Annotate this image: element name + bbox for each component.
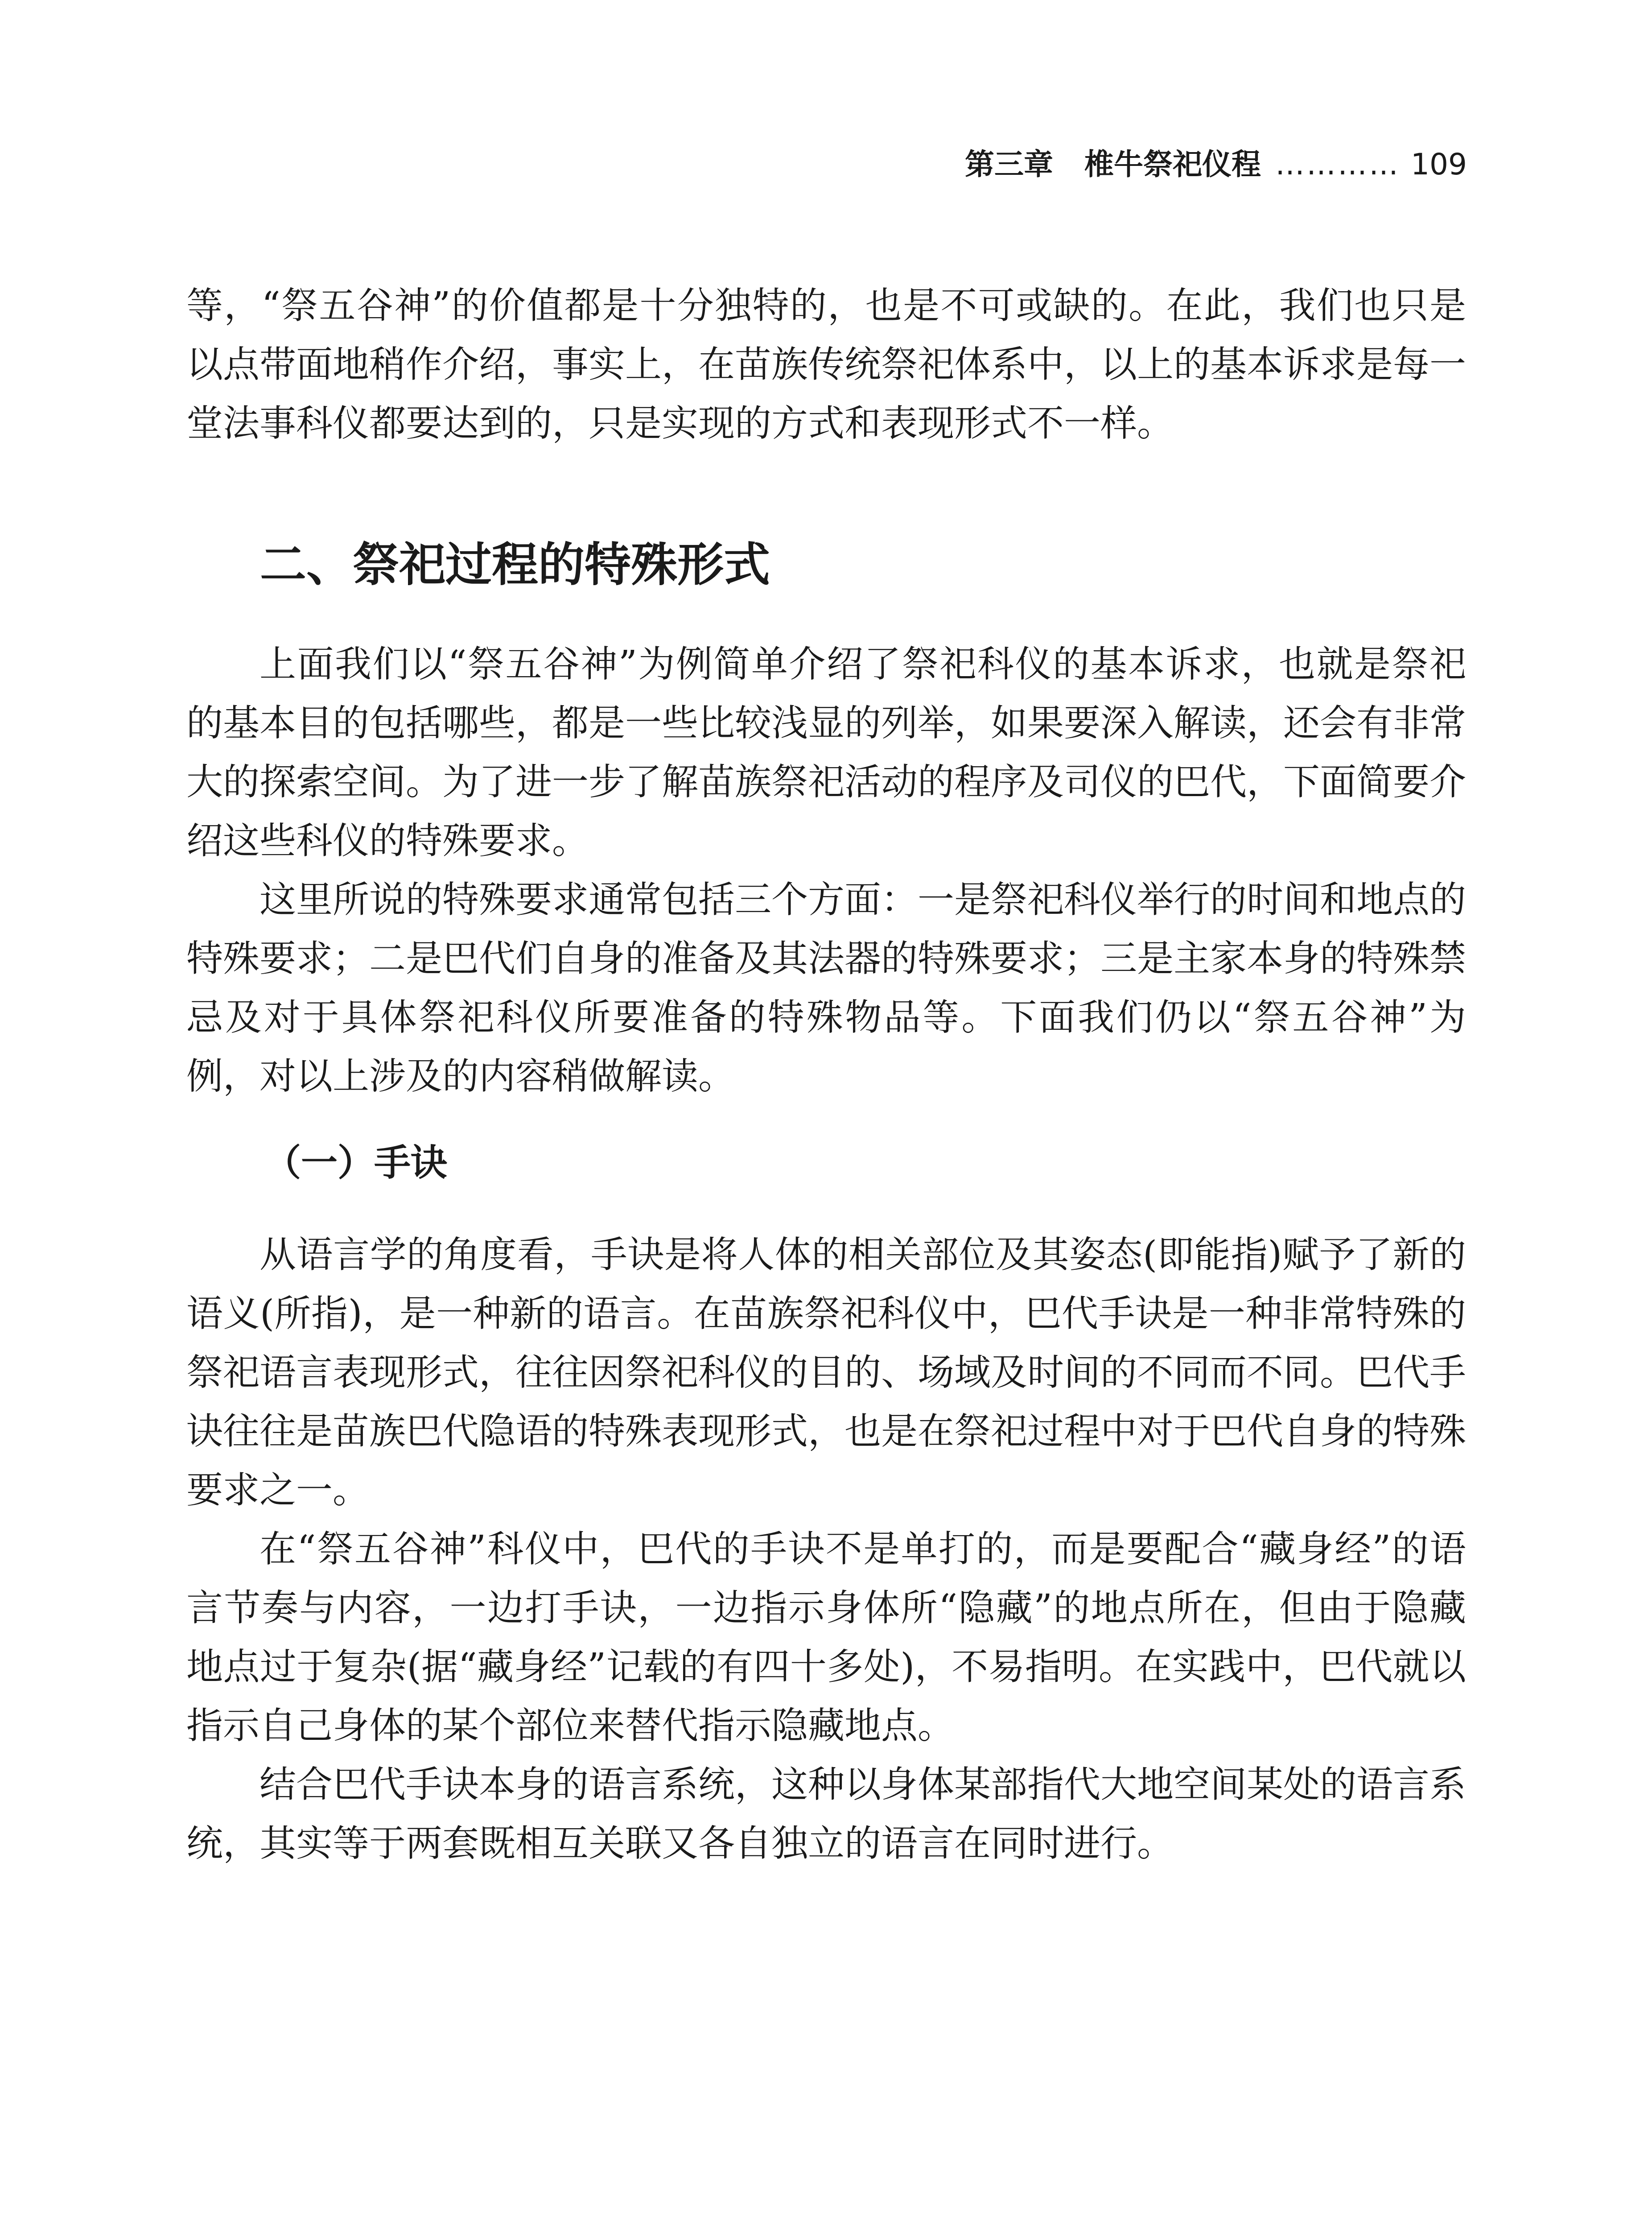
running-header [965,147,1467,182]
subsection-heading: （一）手诀 [264,1142,448,1184]
section-title: 椎牛祭祀仪程 [1084,147,1261,182]
paragraph: 上面我们以“祭五谷神”为例简单介绍了祭祀科仪的基本诉求，也就是祭祀的基本目的包括哪些，都是一些比较浅显的列举，如果要深入解读，还会有非常大的探索空间。为了进一步了解苗族祭祀活动的程序及司仪的巴代，下面简要介绍这些科仪的特殊要求。 [186,643,1467,862]
paragraph: 在“祭五谷神”科仪中，巴代的手诀不是单打的，而是要配合“藏身经”的语言节奏与内容，一边打手诀，一边指示身体所“隐藏”的地点所在，但由于隐藏地点过于复杂(据“藏身经”记载的有四十多处)，不易指明。在实践中，巴代就以指示自己身体的某个部位来替代指示隐藏地点。 [186,1528,1466,1747]
main-text [186,277,1466,1873]
page-number: 109 [1411,147,1467,182]
paragraph: 从语言学的角度看，手诀是将人体的相关部位及其姿态(即能指)赋予了新的语义(所指)，是一种新的语言。在苗族祭祀科仪中，巴代手诀是一种非常特殊的祭祀语言表现形式，往往因祭祀科仪的目的、场域及时间的不同而不同。巴代手诀往往是苗族巴代隐语的特殊表现形式，也是在祭祀过程中对于巴代自身的特殊要求之一。 [186,1234,1467,1511]
paragraph: 结合巴代手诀本身的语言系统，这种以身体某部指代大地空间某处的语言系统，其实等于两套既相互关联又各自独立的语言在同时进行。 [186,1763,1467,1865]
paragraph-continued: 等，“祭五谷神”的价值都是十分独特的，也是不可或缺的。在此，我们也只是以点带面地稍作介绍，事实上，在苗族传统祭祀体系中，以上的基本诉求是每一堂法事科仪都要达到的，只是实现的方式和表现形式不一样。 [186,285,1467,445]
chapter-label: 第三章 [965,147,1054,182]
section-heading: 二、祭祀过程的特殊形式 [260,537,770,592]
leader-dots: ………… [1275,147,1401,182]
paragraph: 这里所说的特殊要求通常包括三个方面：一是祭祀科仪举行的时间和地点的特殊要求；二是巴代们自身的准备及其法器的特殊要求；三是主家本身的特殊禁忌及对于具体祭祀科仪所要准备的特殊物品等。下面我们仍以“祭五谷神”为例，对以上涉及的内容稍做解读。 [186,879,1467,1098]
